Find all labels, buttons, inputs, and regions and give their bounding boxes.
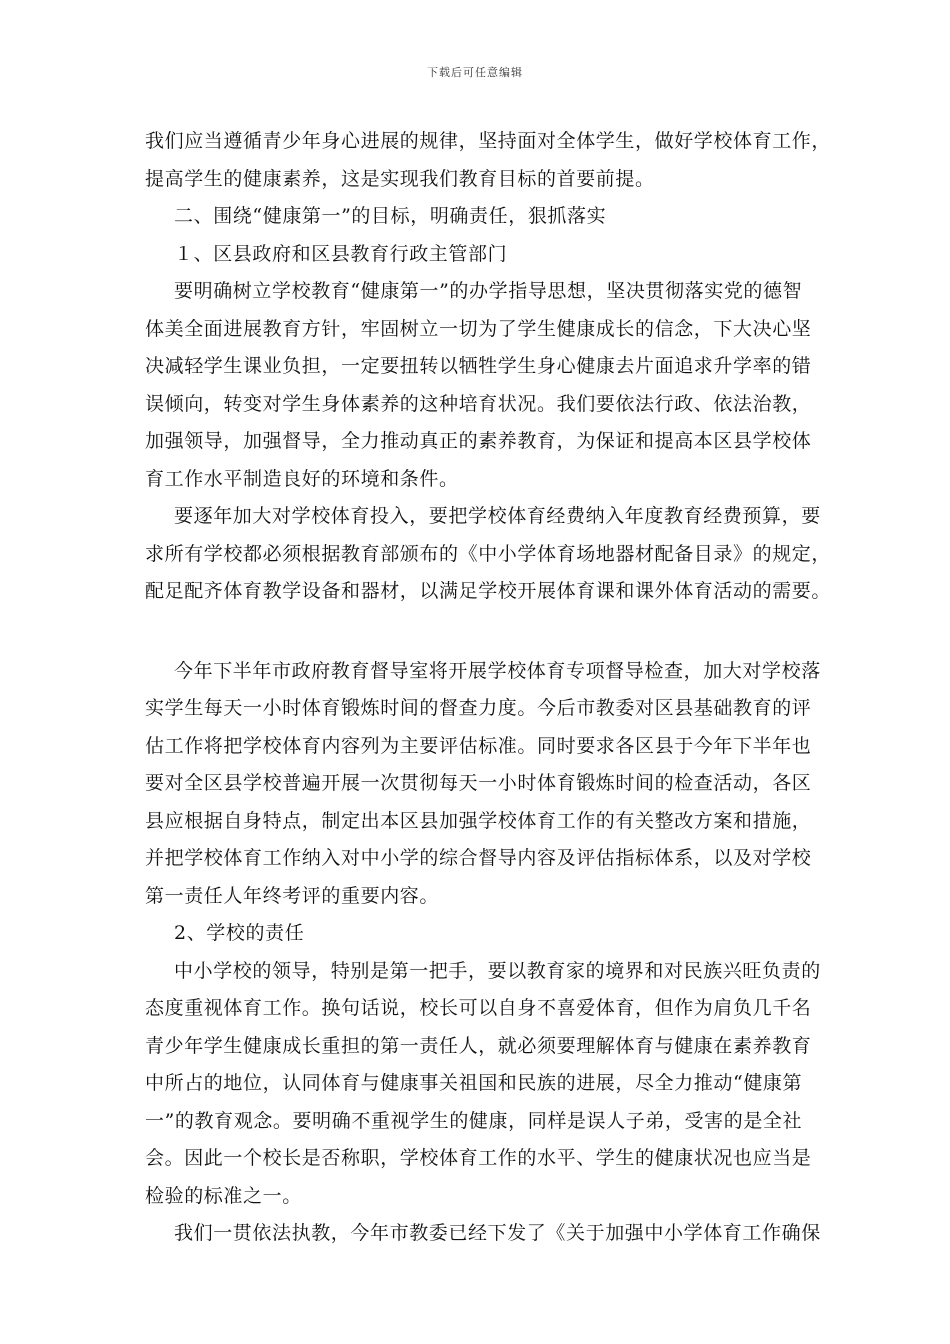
subsection-heading: 2、学校的责任 [174, 922, 305, 944]
paragraph-line: 决减轻学生课业负担，一定要扭转以牺牲学生身心健康去片面追求升学率的错 [145, 355, 812, 377]
paragraph-line: 配足配齐体育教学设备和器材，以满足学校开展体育课和课外体育活动的需要。 [145, 580, 832, 602]
paragraph-line: 态度重视体育工作。换句话说，校长可以自身不喜爱体育，但作为肩负几千名 [145, 997, 812, 1019]
paragraph-line: 青少年学生健康成长重担的第一责任人，就必须要理解体育与健康在素养教育 [145, 1034, 812, 1057]
paragraph-line: 要逐年加大对学校体育投入，要把学校体育经费纳入年度教育经费预算，要 [174, 505, 821, 527]
paragraph-line: 中所占的地位，认同体育与健康事关祖国和民族的进展，尽全力推动“健康第 [145, 1072, 803, 1094]
paragraph-line: 提高学生的健康素养，这是实现我们教育目标的首要前提。 [145, 167, 655, 190]
paragraph-line: 求所有学校都必须根据教育部颁布的《中小学体育场地器材配备目录》的规定， [145, 542, 832, 565]
paragraph-line: 我们一贯依法执教，今年市教委已经下发了《关于加强中小学体育工作确保 [174, 1222, 821, 1244]
paragraph-line: 体美全面进展教育方针，牢固树立一切为了学生健康成长的信念，下大决心坚 [145, 317, 812, 340]
paragraph-line: 中小学校的领导，特别是第一把手，要以教育家的境界和对民族兴旺负责的 [174, 959, 821, 982]
paragraph-line: 我们应当遵循青少年身心进展的规律，坚持面对全体学生，做好学校体育工作， [145, 130, 832, 152]
paragraph-line: 并把学校体育工作纳入对中小学的综合督导内容及评估指标体系，以及对学校 [145, 847, 812, 869]
page-header-note: 下载后可任意编辑 [427, 66, 523, 79]
paragraph-line: 实学生每天一小时体育锻炼时间的督查力度。今后市教委对区县基础教育的评 [145, 697, 812, 719]
paragraph-line: 今年下半年市政府教育督导室将开展学校体育专项督导检查，加大对学校落 [174, 659, 821, 682]
paragraph-line: 育工作水平制造良好的环境和条件。 [145, 467, 459, 490]
paragraph-line: 要对全区县学校普遍开展一次贯彻每天一小时体育锻炼时间的检查活动，各区 [145, 772, 812, 794]
paragraph-line: 误倾向，转变对学生身体素养的这种培育状况。我们要依法行政、依法治教， [145, 392, 812, 415]
paragraph-line: 要明确树立学校教育“健康第一”的办学指导思想，坚决贯彻落实党的德智 [174, 280, 803, 302]
paragraph-line: 加强领导，加强督导，全力推动真正的素养教育，为保证和提高本区县学校体 [145, 430, 812, 452]
paragraph-line: 会。因此一个校长是否称职，学校体育工作的水平、学生的健康状况也应当是 [145, 1147, 812, 1169]
subsection-heading: １、区县政府和区县教育行政主管部门 [174, 242, 508, 265]
paragraph-line: 一”的教育观念。要明确不重视学生的健康，同样是误人子弟，受害的是全社 [145, 1109, 803, 1132]
section-heading: 二、围绕“健康第一”的目标，明确责任，狠抓落实 [174, 205, 607, 227]
paragraph-line: 估工作将把学校体育内容列为主要评估标准。同时要求各区县于今年下半年也 [145, 734, 812, 757]
paragraph-line: 县应根据自身特点，制定出本区县加强学校体育工作的有关整改方案和措施， [145, 809, 812, 832]
blank-line [145, 611, 810, 653]
paragraph-line: 第一责任人年终考评的重要内容。 [145, 884, 440, 907]
document-body [145, 123, 832, 1253]
paragraph-line: 检验的标准之一。 [145, 1184, 302, 1207]
